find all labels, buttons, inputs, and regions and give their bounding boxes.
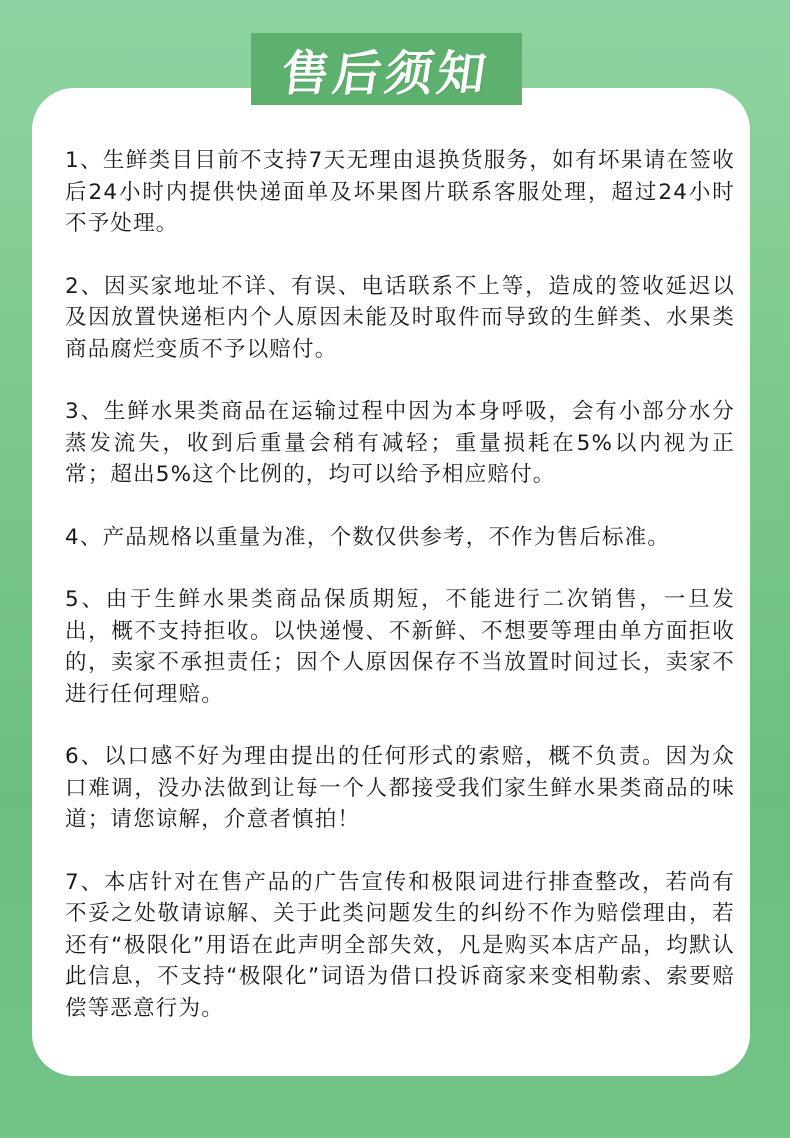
notice-item-2: 2、因买家地址不详、有误、电话联系不上等，造成的签收延迟以及因放置快递柜内个人原因未能及时取件而导致的生鲜类、水果类商品腐烂变质不予以赔付。 [65,273,735,362]
page-title: 售后须知 [277,45,494,102]
notice-item-1: 1、生鲜类目目前不支持7天无理由退换货服务，如有坏果请在签收后24小时内提供快递面单及坏果图片联系客服处理，超过24小时不予处理。 [65,148,735,236]
notice-item-4: 4、产品规格以重量为准，个数仅供参考，不作为售后标准。 [65,524,671,550]
notice-item-5: 5、由于生鲜水果类商品保质期短，不能进行二次销售，一旦发出，概不支持拒收。以快递慢、不新鲜、不想要等理由单方面拒收的，卖家不承担责任；因个人原因保存不当放置时间过长，卖家不进行任何理赔。 [65,587,735,707]
notice-list [65,145,735,1024]
notice-item-7: 7、本店针对在售产品的广告宣传和极限词进行排查整改，若尚有不妥之处敬请谅解、关于此类问题发生的纠纷不作为赔偿理由，若还有“极限化”用语在此声明全部失效，凡是购买本店产品，均默认此信息，不支持“极限化”词语为借口投诉商家来变相勒索、索要赔偿等恶意行为。 [65,869,735,1021]
title-banner [251,33,522,105]
notice-item-6: 6、以口感不好为理由提出的任何形式的索赔，概不负责。因为众口难调，没办法做到让每一个人都接受我们家生鲜水果类商品的味道；请您谅解，介意者慎拍！ [65,744,735,832]
notice-item-3: 3、生鲜水果类商品在运输过程中因为本身呼吸，会有小部分水分蒸发流失，收到后重量会稍有减轻；重量损耗在5%以内视为正常；超出5%这个比例的，均可以给予相应赔付。 [65,399,735,487]
